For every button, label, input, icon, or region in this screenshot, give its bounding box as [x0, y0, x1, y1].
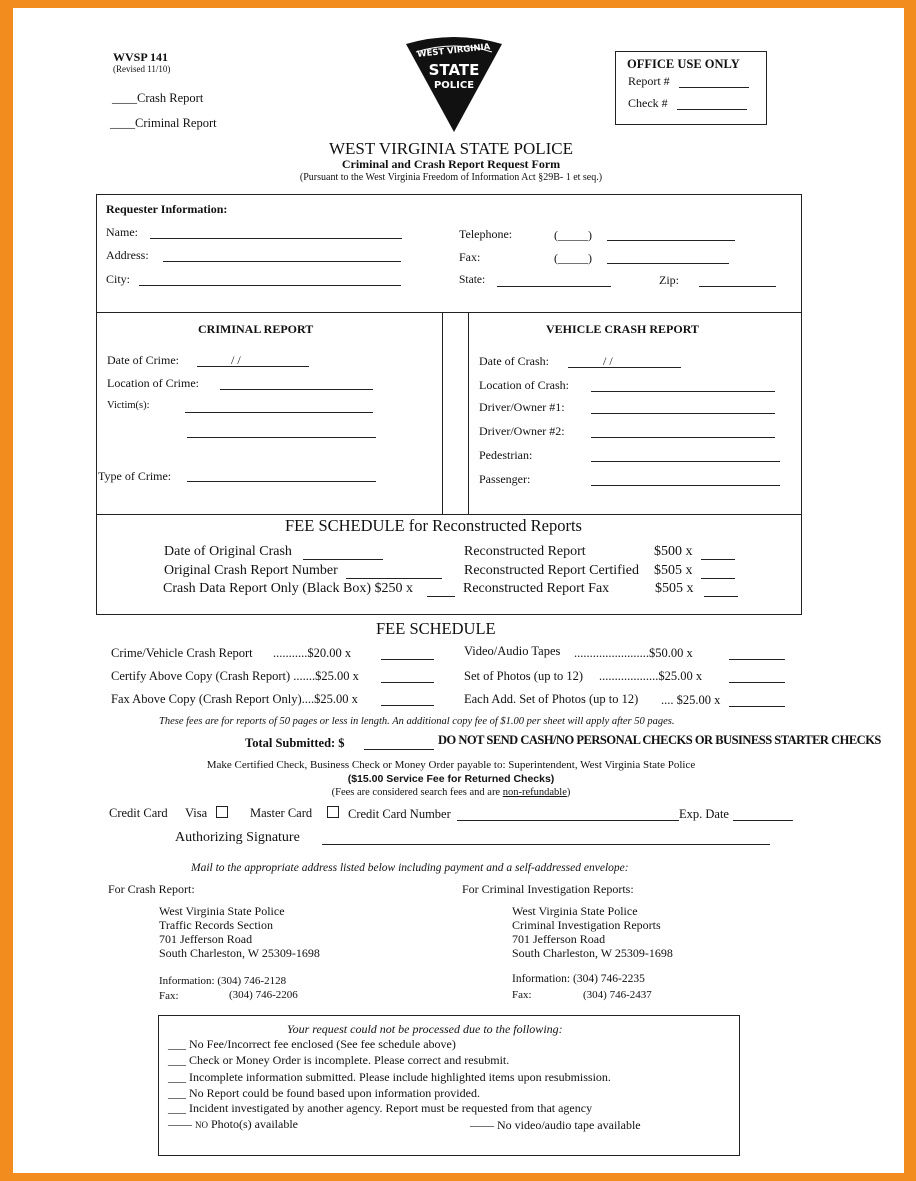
zip-label: Zip: [659, 273, 679, 287]
victims-field-1[interactable] [185, 412, 373, 413]
not-processed-reason[interactable]: ___ Incomplete information submitted. Please include highlighted items upon resubmission. [168, 1070, 611, 1084]
criminal-report-heading: CRIMINAL REPORT [198, 322, 314, 336]
non-refundable-note [13, 788, 889, 799]
fee-fax-qty[interactable] [381, 705, 434, 706]
office-check-label: Check # [628, 96, 668, 110]
fax-label: Fax: [459, 250, 481, 264]
reconstructed-certified-qty[interactable] [701, 578, 735, 579]
non-refundable-emphasis: non-refundable [502, 787, 567, 798]
not-processed-heading: Your request could not be processed due to the following: [287, 1022, 563, 1036]
city-label: City: [106, 272, 131, 286]
fee-fax-label: Fax Above Copy (Crash Report Only)....$25.00 x [111, 692, 358, 706]
payable-to-note: Make Certified Check, Business Check or Money Order payable to: Superintendent, West Virginia State Police [206, 759, 696, 771]
exp-date-field[interactable] [733, 820, 793, 821]
type-of-crime-label: Type of Crime: [98, 469, 172, 483]
victims-field-2[interactable] [187, 437, 376, 438]
name-field[interactable] [150, 238, 402, 239]
location-of-crime-label: Location of Crime: [107, 376, 199, 390]
no-photos-available[interactable] [168, 1118, 298, 1130]
telephone-area-code[interactable]: (_____) [554, 228, 592, 242]
fax-area-code[interactable]: (_____) [554, 251, 592, 265]
crash-fax-number: (304) 746-2206 [229, 989, 298, 1001]
fee-certify-label: Certify Above Copy (Crash Report) .......$25.00 x [111, 669, 359, 683]
reconstructed-certified-label: Reconstructed Report Certified [464, 563, 639, 578]
state-label: State: [459, 274, 486, 286]
telephone-field[interactable] [607, 240, 735, 241]
page-length-note: These fees are for reports of 50 pages or less in length. An additional copy fee of $1.00 per sheet will apply after 50 pages. [159, 716, 675, 727]
requester-heading: Requester Information: [106, 202, 228, 216]
date-original-crash-label: Date of Original Crash [164, 544, 292, 559]
date-original-crash-field[interactable] [303, 559, 383, 560]
driver-owner-2-field[interactable] [591, 437, 775, 438]
divider-right [468, 312, 469, 514]
non-refundable-post: ) [566, 787, 571, 798]
name-label: Name: [106, 225, 138, 239]
reconstructed-fax-label: Reconstructed Report Fax [463, 581, 610, 596]
driver-owner-1-field[interactable] [591, 413, 775, 414]
date-of-crash-field[interactable] [568, 367, 681, 368]
date-of-crime-slashes: / / [231, 353, 241, 367]
state-field[interactable] [497, 286, 611, 287]
pedestrian-label: Pedestrian: [479, 448, 533, 462]
exp-date-label: Exp. Date [679, 807, 729, 821]
city-field[interactable] [139, 285, 401, 286]
card-number-label: Credit Card Number [348, 807, 451, 821]
office-report-line [679, 87, 749, 88]
criminal-address-line: 701 Jefferson Road [512, 932, 606, 946]
total-submitted-label: Total Submitted: $ [245, 736, 345, 750]
fee-schedule-heading: FEE SCHEDULE [376, 619, 496, 638]
card-number-field[interactable] [457, 820, 679, 821]
crash-address-line: 701 Jefferson Road [159, 932, 253, 946]
fee-photos-qty[interactable] [729, 682, 785, 683]
not-processed-reason[interactable]: ___ Check or Money Order is incomplete. Please correct and resubmit. [168, 1053, 510, 1067]
criminal-report-address-heading: For Criminal Investigation Reports: [462, 882, 634, 896]
criminal-address-line: West Virginia State Police [512, 904, 638, 918]
service-fee-note: ($15.00 Service Fee for Returned Checks) [347, 773, 555, 785]
office-check-line [677, 109, 747, 110]
crash-address-line: West Virginia State Police [159, 904, 285, 918]
criminal-address-line: Criminal Investigation Reports [512, 918, 661, 932]
crash-report-checkbox-line[interactable]: ____Crash Report [112, 91, 204, 105]
black-box-label: Crash Data Report Only (Black Box) $250 x [163, 581, 414, 596]
crash-fax-label: Fax: [159, 990, 179, 1002]
date-of-crime-field[interactable] [197, 366, 309, 367]
visa-checkbox[interactable] [216, 806, 228, 818]
black-box-qty-field[interactable] [427, 596, 455, 597]
no-photos-prefix: NO [195, 1120, 208, 1130]
criminal-information-phone: Information: (304) 746-2235 [512, 973, 645, 985]
reconstructed-report-label: Reconstructed Report [464, 544, 586, 559]
original-crash-number-label: Original Crash Report Number [164, 563, 338, 578]
authorizing-signature-field[interactable] [322, 844, 770, 845]
telephone-label: Telephone: [459, 227, 513, 241]
fee-add-photos-price: .... $25.00 x [661, 693, 721, 707]
date-of-crime-label: Date of Crime: [107, 353, 179, 367]
passenger-label: Passenger: [479, 472, 531, 486]
reconstructed-fax-qty[interactable] [704, 596, 738, 597]
fee-video-price: ........................$50.00 x [574, 646, 693, 660]
no-cash-warning: DO NOT SEND CASH/NO PERSONAL CHECKS OR BUSINESS STARTER CHECKS [438, 733, 881, 747]
fee-crash-report-label: Crime/Vehicle Crash Report [111, 646, 253, 660]
office-report-label: Report # [628, 74, 670, 88]
address-field[interactable] [163, 261, 401, 262]
not-processed-reason[interactable]: ___ No Fee/Incorrect fee enclosed (See fee schedule above) [168, 1037, 456, 1051]
type-of-crime-field[interactable] [187, 481, 376, 482]
criminal-address-line: South Charleston, W 25309-1698 [512, 946, 673, 960]
crash-address-line: Traffic Records Section [159, 918, 273, 932]
logo-top-text: WEST VIRGINIA [416, 42, 491, 60]
authorizing-signature-label: Authorizing Signature [175, 830, 300, 845]
zip-field[interactable] [699, 286, 776, 287]
passenger-field[interactable] [591, 485, 780, 486]
driver-owner-2-label: Driver/Owner #2: [479, 424, 565, 438]
page-title: WEST VIRGINIA STATE POLICE [328, 139, 574, 158]
crash-information-phone: Information: (304) 746-2128 [159, 975, 287, 987]
visa-label: Visa [185, 806, 208, 820]
no-photos-dash: —— [168, 1117, 192, 1131]
credit-card-label: Credit Card [109, 806, 168, 820]
no-photos-text: Photo(s) available [208, 1117, 298, 1131]
master-card-checkbox[interactable] [327, 806, 339, 818]
reconstructed-report-price: $500 x [654, 544, 693, 559]
vehicle-crash-heading: VEHICLE CRASH REPORT [546, 322, 699, 336]
fee-crash-report-price: ...........$20.00 x [273, 646, 352, 660]
pedestrian-field[interactable] [591, 461, 780, 462]
reconstructed-fee-heading: FEE SCHEDULE for Reconstructed Reports [285, 516, 582, 535]
office-use-title: OFFICE USE ONLY [627, 57, 740, 71]
fee-photos-price: ...................$25.00 x [599, 669, 703, 683]
driver-owner-1-label: Driver/Owner #1: [479, 400, 565, 414]
non-refundable-pre: (Fees are considered search fees and are [331, 787, 503, 798]
crash-address-line: South Charleston, W 25309-1698 [159, 946, 320, 960]
date-of-crash-label: Date of Crash: [479, 354, 549, 368]
statute-reference: (Pursuant to the West Virginia Freedom of Information Act §29B- 1 et seq.) [299, 172, 603, 183]
logo-police-text: POLICE [433, 80, 475, 91]
no-video-available[interactable]: —— No video/audio tape available [470, 1118, 641, 1132]
fee-photos-label: Set of Photos (up to 12) [464, 669, 584, 683]
divider-left [442, 312, 443, 514]
criminal-report-checkbox-line[interactable]: ____Criminal Report [110, 116, 217, 130]
address-label: Address: [106, 248, 149, 262]
original-crash-number-field[interactable] [346, 578, 442, 579]
fee-crash-report-qty[interactable] [381, 659, 434, 660]
reconstructed-fax-price: $505 x [655, 581, 694, 596]
form-number: WVSP 141 [113, 50, 169, 64]
reconstructed-report-qty[interactable] [701, 559, 735, 560]
date-of-crash-slashes: / / [603, 354, 613, 368]
mail-instruction: Mail to the appropriate address listed below including payment and a self-addressed envelope: [191, 862, 629, 874]
form-sheet [13, 8, 904, 1173]
master-card-label: Master Card [250, 806, 313, 820]
fee-certify-qty[interactable] [381, 682, 434, 683]
fee-video-label: Video/Audio Tapes [464, 644, 561, 658]
crash-report-address-heading: For Crash Report: [108, 882, 195, 896]
location-of-crash-label: Location of Crash: [479, 378, 569, 392]
criminal-fax-number: (304) 746-2437 [583, 989, 652, 1001]
revised-date: (Revised 11/10) [113, 64, 171, 74]
location-of-crime-field[interactable] [220, 389, 373, 390]
fee-add-photos-label: Each Add. Set of Photos (up to 12) [464, 692, 639, 706]
not-processed-reason[interactable]: ___ Incident investigated by another agency. Report must be requested from that agency [168, 1101, 593, 1115]
fax-field[interactable] [607, 263, 729, 264]
logo-state-text: STATE [428, 61, 480, 79]
total-submitted-field[interactable] [364, 749, 434, 750]
fee-video-qty[interactable] [729, 659, 785, 660]
form-subtitle: Criminal and Crash Report Request Form [341, 157, 561, 171]
reconstructed-certified-price: $505 x [654, 563, 693, 578]
criminal-fax-label: Fax: [512, 989, 532, 1001]
fee-add-photos-qty[interactable] [729, 706, 785, 707]
victims-label: Victim(s): [107, 400, 150, 411]
location-of-crash-field[interactable] [591, 391, 775, 392]
not-processed-reason[interactable]: ___ No Report could be found based upon information provided. [168, 1086, 480, 1100]
state-police-logo [402, 34, 506, 136]
